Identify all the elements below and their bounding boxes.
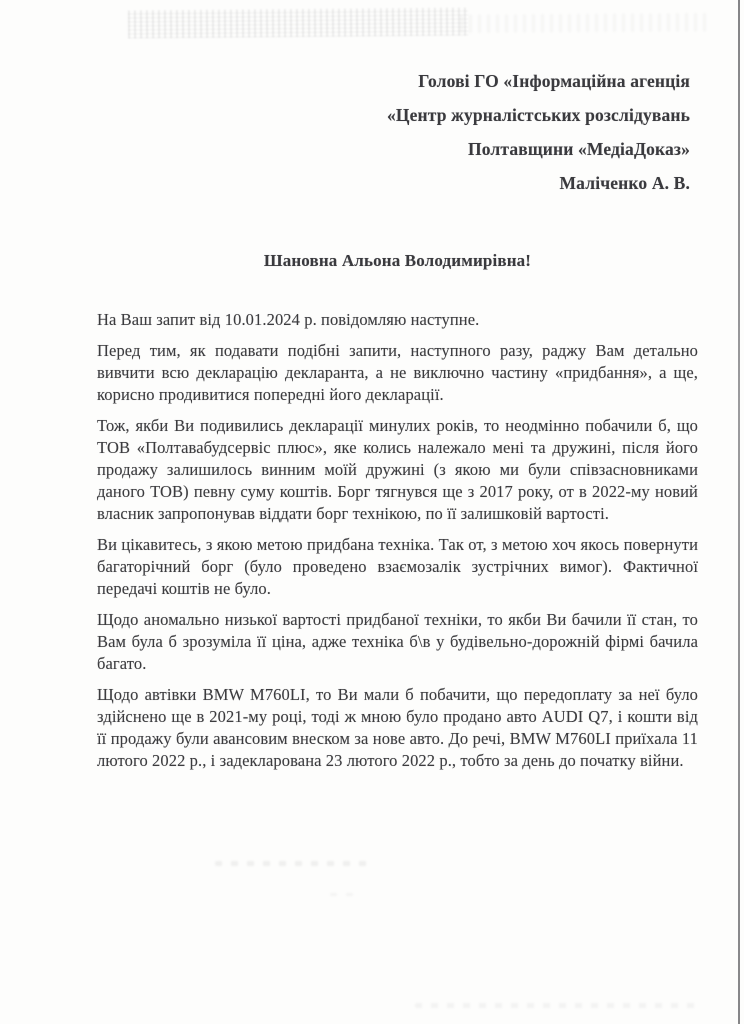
scan-noise-band-faint (460, 13, 710, 33)
recipient-line: «Центр журналістських розслідувань (386, 105, 690, 125)
salutation: Шановна Альона Володимирівна! (263, 251, 532, 270)
recipient-line: Полтавщини «МедіаДоказ» (468, 139, 690, 159)
paragraph: Щодо аномально низької вартості придбаної техніки, то якби Ви бачили її стан, то Вам була б зрозуміла її ціна, адже техніка б\в у будівельно-дорожній фірмі бачила багато. (97, 610, 698, 673)
paragraph: Тож, якби Ви подивились декларації минулих років, то неодмінно побачили б, що ТОВ «Полтавабудсервіс плюс», яке колись належало мені та дружині, після його продажу залишилось винним моїй дружині (з якою ми були співзасновниками даного ТОВ) певну суму коштів. Борг тягнувся ще з 2017 року, от в 2022-му новий власник запропонував віддати борг технікою, по її залишковій вартості. (97, 416, 698, 523)
scan-smudge (215, 861, 375, 866)
scan-smudge (330, 893, 354, 896)
recipient-block (387, 64, 690, 200)
paper-edge-line (738, 0, 740, 1024)
scan-smudge (415, 1003, 700, 1008)
paragraph: Перед тим, як подавати подібні запити, наступного разу, раджу Вам детально вивчити всю декларацію декларанта, а не виключно частину «придбання», а ще, корисно продивитися попередні його декларації. (97, 341, 698, 404)
scan-noise-band (128, 8, 468, 39)
paragraph: Щодо автівки BMW M760LI, то Ви мали б побачити, що передоплату за неї було здійснено ще в 2021-му році, тоді ж мною було продано авто AUDI Q7, і кошти від її продажу були авансовим внеском за нове авто. До речі, BMW M760LI приїхала 11 лютого 2022 р., і задекларована 23 лютого 2022 р., тобто за день до початку війни. (97, 685, 698, 770)
paragraph: На Ваш запит від 10.01.2024 р. повідомляю наступне. (97, 310, 480, 329)
recipient-line: Маліченко А. В. (559, 173, 690, 193)
recipient-line: Голові ГО «Інформаційна агенція (418, 71, 690, 91)
letter-body (97, 309, 698, 781)
paragraph: Ви цікавитесь, з якою метою придбана техніка. Так от, з метою хоч якось повернути багаторічний борг (було проведено взаємозалік зустрічних вимог). Фактичної передачі коштів не було. (97, 535, 698, 598)
